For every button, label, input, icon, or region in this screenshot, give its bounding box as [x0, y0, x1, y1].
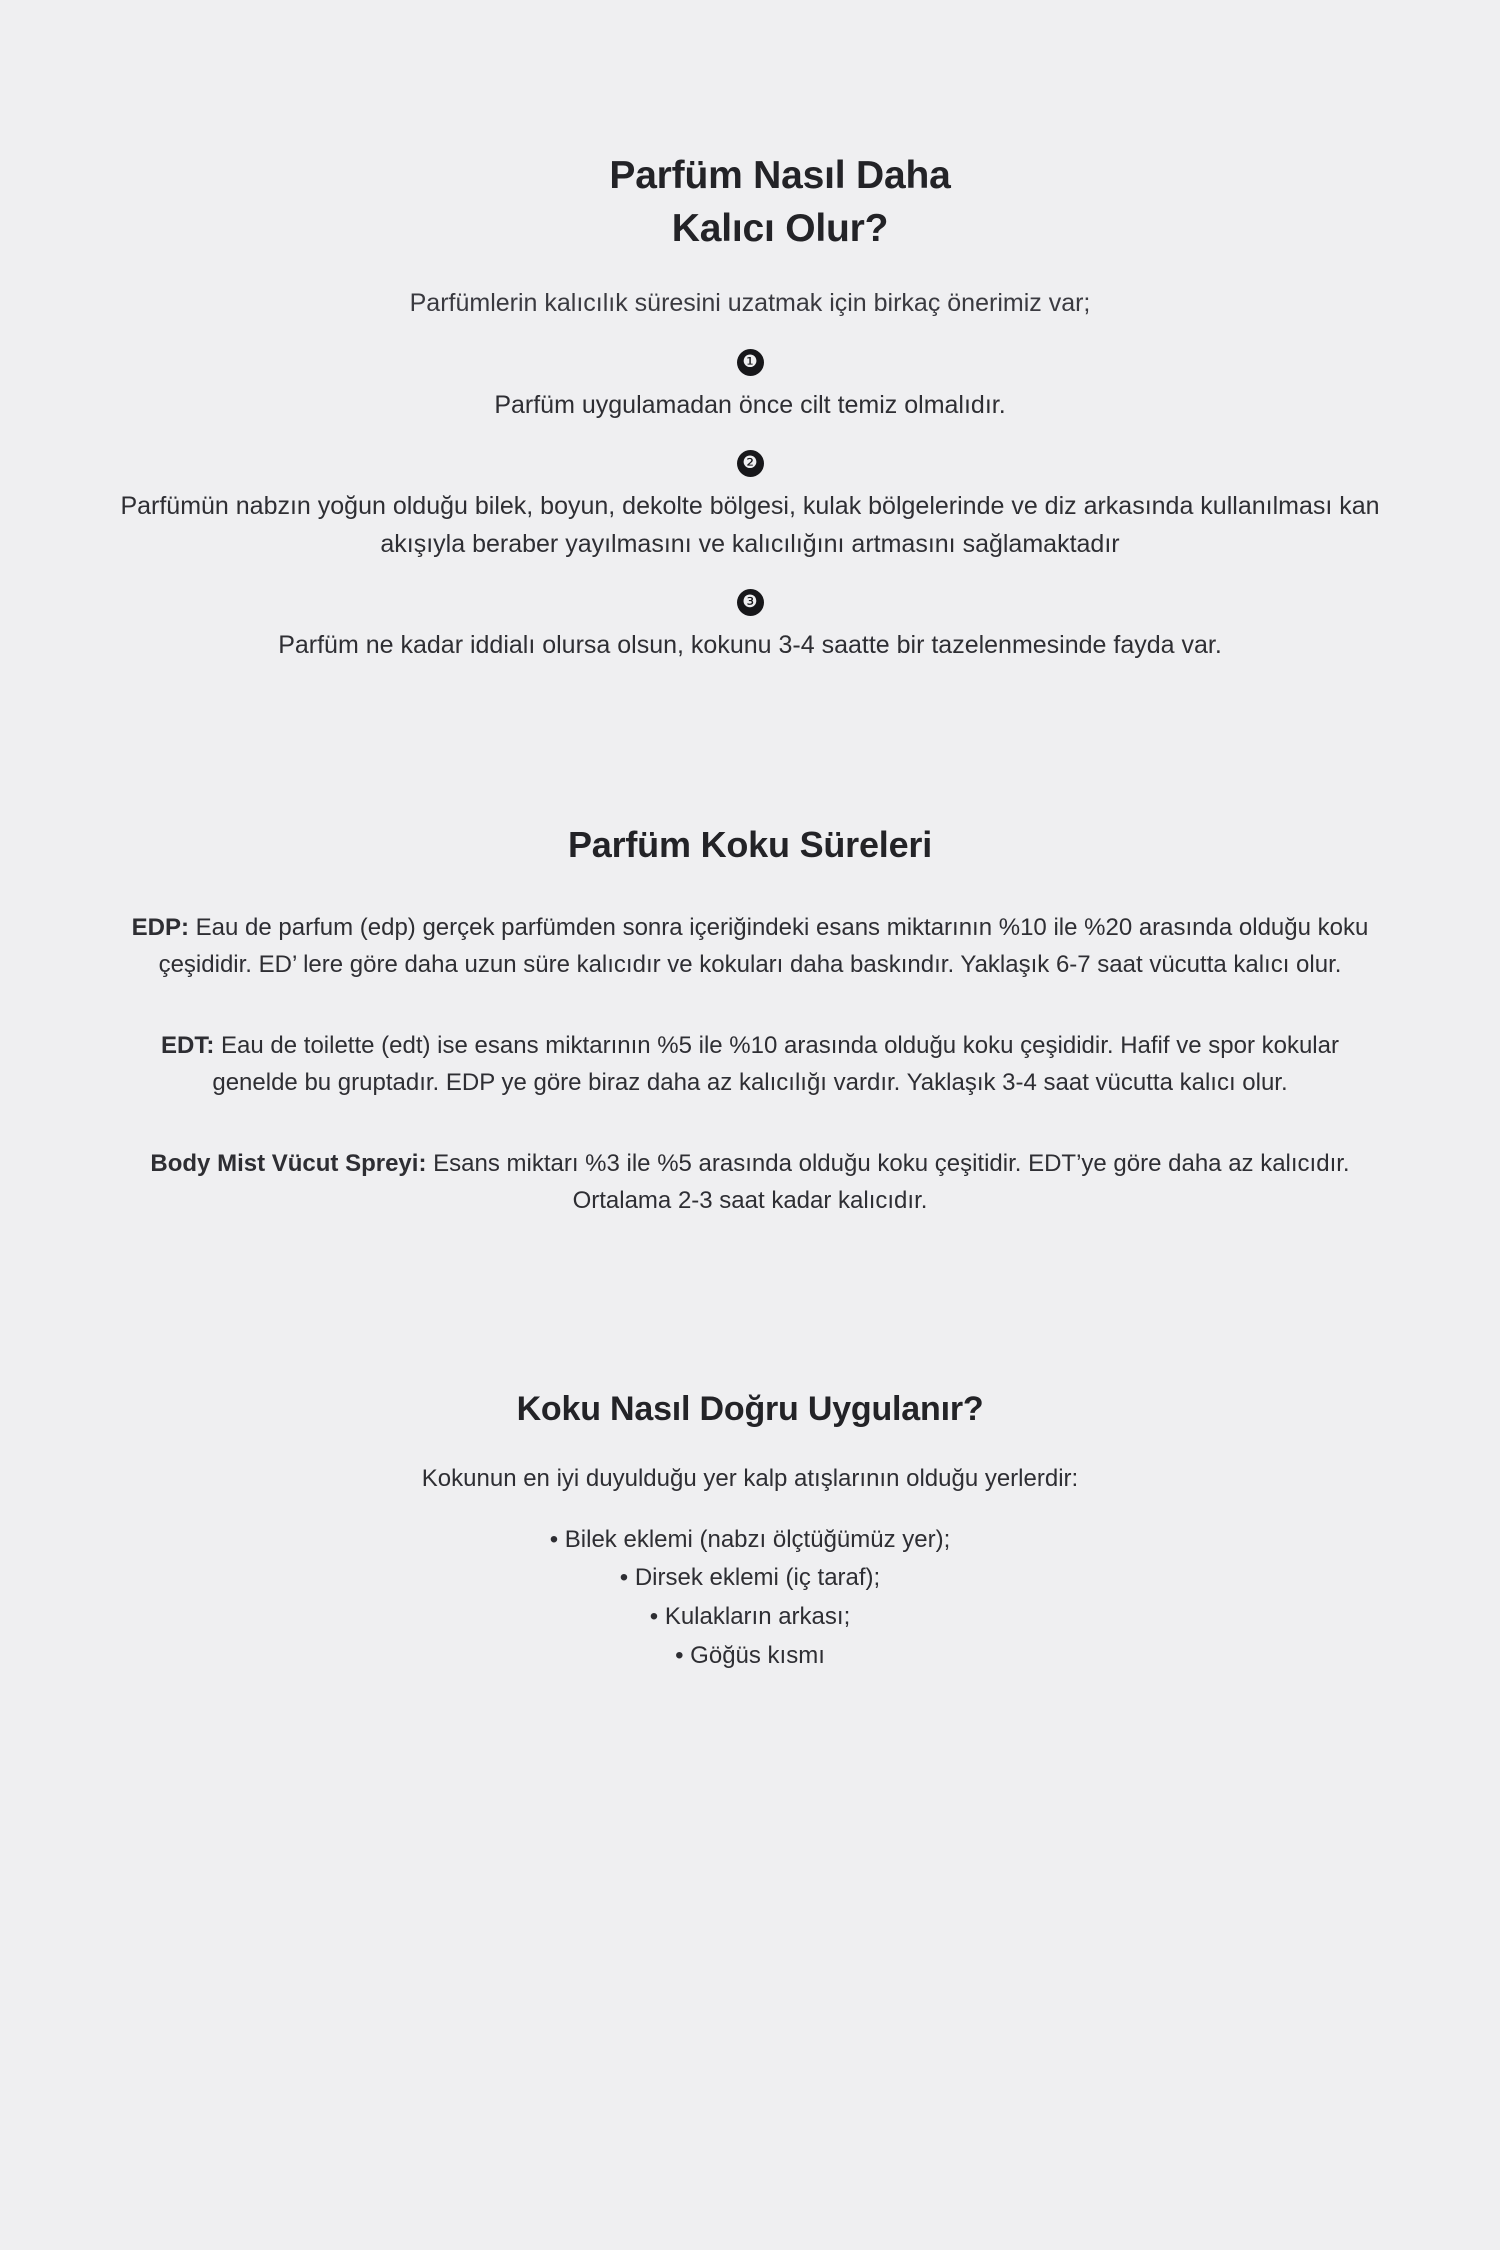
- page-title-line2: Kalıcı Olur?: [671, 206, 889, 250]
- step-1-text: Parfüm uygulamadan önce cilt temiz olmalıdır.: [494, 390, 1006, 419]
- scent-type-edp: [120, 910, 1380, 984]
- step-1-number-badge: ❶: [737, 349, 764, 376]
- step-2-badge-wrap: [120, 450, 1380, 477]
- section-longevity-tips: [120, 0, 1380, 664]
- section-application: [120, 1390, 1380, 1677]
- step-2-number-badge: ❷: [737, 450, 764, 477]
- scent-type-body-mist-text: Esans miktarı %3 ile %5 arasında olduğu koku çeşitidir. EDT’ye göre daha az kalıcıdır. Ortalama 2-3 saat kadar kalıcıdır.: [426, 1149, 1350, 1214]
- scent-type-edt: [120, 1028, 1380, 1102]
- list-item: • Kulakların arkası;: [649, 1603, 851, 1631]
- step-3-number-badge: ❸: [737, 589, 764, 616]
- list-item: • Göğüs kısmı: [675, 1642, 825, 1670]
- step-1-badge-wrap: [120, 349, 1380, 376]
- scent-type-body-mist: [120, 1146, 1380, 1220]
- step-3-badge-wrap: [120, 589, 1380, 616]
- section-scent-durations: [120, 824, 1380, 1220]
- step-3-text: Parfüm ne kadar iddialı olursa olsun, kokunu 3-4 saatte bir tazelenmesinde fayda var.: [278, 630, 1222, 659]
- scent-type-edp-label: EDP:: [131, 913, 189, 941]
- scent-type-body-mist-label: Body Mist Vücut Spreyi:: [150, 1149, 427, 1177]
- section-application-title: Koku Nasıl Doğru Uygulanır?: [516, 1389, 984, 1428]
- application-points-list: [120, 1521, 1380, 1677]
- list-item: • Bilek eklemi (nabzı ölçtüğümüz yer);: [549, 1525, 951, 1553]
- scent-type-edt-label: EDT:: [161, 1031, 215, 1059]
- section-scent-durations-title: Parfüm Koku Süreleri: [567, 823, 933, 865]
- scent-type-edp-text: Eau de parfum (edp) gerçek parfümden sonra içeriğindeki esans miktarının %10 ile %20 arasında olduğu koku çeşididir. ED’ lere göre daha uzun süre kalıcıdır ve kokuları daha baskındır. Yaklaşık 6-7 saat vücutta kalıcı olur.: [158, 913, 1369, 978]
- page-title: [450, 150, 1050, 255]
- page-title-line1: Parfüm Nasıl Daha: [609, 154, 951, 197]
- step-2-text: Parfümün nabzın yoğun olduğu bilek, boyun, dekolte bölgesi, kulak bölgelerinde ve diz arkasında kullanılması kan akışıyla beraber yayılmasını ve kalıcılığını artmasını sağlamaktadır: [120, 491, 1380, 558]
- list-item: • Dirsek eklemi (iç taraf);: [619, 1564, 881, 1592]
- scent-type-edt-text: Eau de toilette (edt) ise esans miktarının %5 ile %10 arasında olduğu koku çeşididir. Hafif ve spor kokular genelde bu gruptadır. EDP ye göre biraz daha az kalıcılığı vardır. Yaklaşık 3-4 saat vücutta kalıcı olur.: [212, 1031, 1339, 1096]
- section-application-lead: Kokunun en iyi duyulduğu yer kalp atışlarının olduğu yerlerdir:: [421, 1464, 1079, 1492]
- intro-text: Parfümlerin kalıcılık süresini uzatmak için birkaç önerimiz var;: [409, 289, 1091, 318]
